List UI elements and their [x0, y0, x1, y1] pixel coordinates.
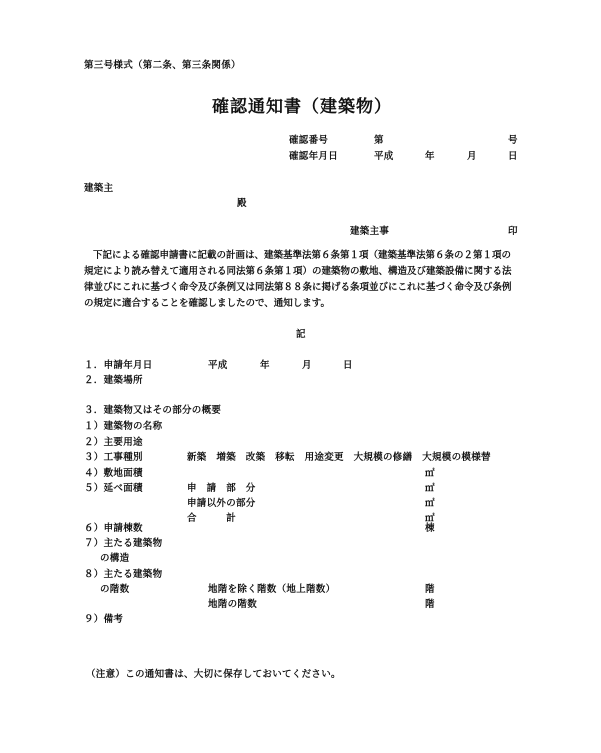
item-3-building-overview: ３．建築物又はその部分の概要 — [84, 405, 222, 416]
floors-above-unit: 階 — [425, 584, 435, 595]
confirmation-date-era: 平成 — [374, 151, 394, 162]
body-paragraph: 下記による確認申請書に記載の計画は、建築基準法第６条第１項（建築基準法第６条の２第１項の規定により読み替えて適用される同法第６条第１項）の建築物の敷地、構造及び建築設備に関する法律並びにこれに基づく命令及び条例又は同法第８８条に掲げる条項並びにこれに基づく命令及び条例の規定に適合することを確認しましたので、通知します。 — [84, 250, 512, 309]
form-number: 第三号様式（第二条、第三条関係） — [84, 60, 241, 71]
document-title: 確認通知書（建築物） — [212, 97, 392, 117]
floor-area-total-unit: ㎡ — [425, 513, 435, 524]
floor-area-other: 申請以外の部分 — [187, 498, 256, 509]
owner-label: 建築主 — [84, 183, 114, 194]
item-1-year: 年 — [260, 360, 270, 371]
confirmation-date-year: 年 — [425, 151, 435, 162]
sub-3-work-type: ３）工事種別 — [84, 452, 143, 463]
confirmation-number-prefix: 第 — [374, 135, 384, 146]
owner-honorific: 殿 — [237, 198, 247, 209]
floor-area-applied-unit: ㎡ — [425, 483, 435, 494]
floors-above-ground: 地階を除く階数（地上階数） — [208, 584, 336, 595]
sub-7-main-building: ７）主たる建築物 — [84, 538, 163, 549]
sub-5-total-floor-area: ５）延べ面積 — [84, 483, 143, 494]
ki-heading: 記 — [296, 329, 306, 340]
confirmation-date-month: 月 — [467, 151, 477, 162]
item-2-construction-site: ２．建築場所 — [84, 375, 143, 386]
floor-area-total: 合 計 — [187, 513, 237, 524]
floor-area-applied: 申 請 部 分 — [187, 483, 256, 494]
sub-4-site-area: ４）敷地面積 — [84, 468, 143, 479]
floors-below-unit: 階 — [425, 599, 435, 610]
confirmation-number-suffix: 号 — [508, 135, 518, 146]
seal-mark: 印 — [508, 226, 518, 237]
building-official-label: 建築主事 — [350, 226, 390, 237]
confirmation-date-day: 日 — [508, 151, 518, 162]
sub-8-floors: の階数 — [100, 584, 130, 595]
building-count-unit: 棟 — [425, 523, 435, 534]
confirmation-number-label: 確認番号 — [289, 135, 329, 146]
floors-below-ground: 地階の階数 — [208, 599, 258, 610]
sub-9-remarks: ９）備考 — [84, 614, 124, 625]
confirmation-date-label: 確認年月日 — [289, 151, 339, 162]
item-1-era: 平成 — [208, 360, 228, 371]
sub-7-structure: の構造 — [100, 553, 130, 564]
sub-1-building-name: １）建築物の名称 — [84, 421, 163, 432]
item-1-application-date: １．申請年月日 — [84, 360, 153, 371]
site-area-unit: ㎡ — [425, 468, 435, 479]
sub-2-main-use: ２）主要用途 — [84, 437, 143, 448]
item-1-day: 日 — [343, 360, 353, 371]
floor-area-other-unit: ㎡ — [425, 498, 435, 509]
sub-8-main-building: ８）主たる建築物 — [84, 569, 163, 580]
sub-6-building-count: ６）申請棟数 — [84, 523, 143, 534]
caution-note: （注意）この通知書は、大切に保存しておいてください。 — [86, 669, 341, 680]
work-type-options: 新築 増築 改築 移転 用途変更 大規模の修繕 大規模の模様替 — [187, 452, 491, 463]
item-1-month: 月 — [302, 360, 312, 371]
